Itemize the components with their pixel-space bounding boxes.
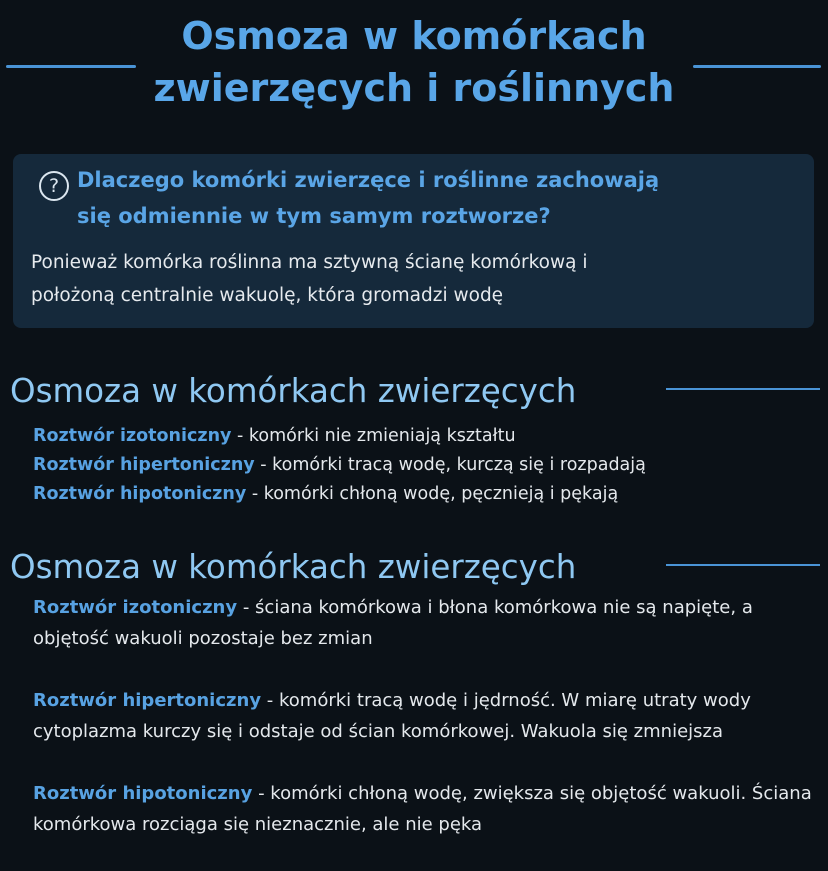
term: Roztwór hipertoniczny xyxy=(33,690,262,711)
term: Roztwór hipotoniczny xyxy=(33,484,247,504)
page-title-line-1: Osmoza w komórkach xyxy=(181,14,647,58)
title-divider-left xyxy=(6,65,136,68)
term-description: - komórki chłoną wodę, zwiększa się objętość wakuoli. Ściana komórkowa rozciąga się nieznacznie, ale nie pęka xyxy=(33,783,812,835)
question-text xyxy=(77,162,777,234)
term-description: - komórki tracą wodę i jędrność. W miarę utraty wody cytoplazma kurczy się i odstaje od ścian komórkowej. Wakuola się zmniejsza xyxy=(33,690,751,742)
list-item xyxy=(33,422,823,451)
list-item xyxy=(33,451,823,480)
term-description: - ściana komórkowa i błona komórkowa nie są napięte, a objętość wakuoli pozostaje bez zmian xyxy=(33,597,753,649)
term-description: - komórki tracą wodę, kurczą się i rozpadają xyxy=(254,455,646,475)
question-line-2: się odmiennie w tym samym roztworze? xyxy=(77,204,551,228)
title-divider-right xyxy=(693,65,821,68)
page-title xyxy=(140,10,688,114)
term: Roztwór izotoniczny xyxy=(33,597,238,618)
page-title-line-2: zwierzęcych i roślinnych xyxy=(153,66,675,110)
list-item xyxy=(33,592,823,654)
term: Roztwór izotoniczny xyxy=(33,426,232,446)
term: Roztwór hipotoniczny xyxy=(33,783,253,804)
section-animal-divider xyxy=(666,388,820,390)
list-item xyxy=(33,480,823,509)
answer-line-2: położoną centralnie wakuolę, która gromadzi wodę xyxy=(31,285,504,306)
answer-text xyxy=(31,246,801,312)
term: Roztwór hipertoniczny xyxy=(33,455,255,475)
term-description: - komórki nie zmieniają kształtu xyxy=(231,426,516,446)
list-item xyxy=(33,778,823,840)
section-animal-title: Osmoza w komórkach zwierzęcych xyxy=(10,372,577,410)
question-circle-icon: ? xyxy=(39,171,69,201)
question-line-1: Dlaczego komórki zwierzęce i roślinne zachowają xyxy=(77,168,660,192)
list-item xyxy=(33,685,823,747)
answer-line-1: Ponieważ komórka roślinna ma sztywną ścianę komórkową i xyxy=(31,252,588,273)
section-plant-divider xyxy=(666,564,820,566)
section-plant-title: Osmoza w komórkach zwierzęcych xyxy=(10,548,577,586)
section-plant-list xyxy=(33,592,823,871)
section-animal-list xyxy=(33,422,823,509)
term-description: - komórki chłoną wodę, pęcznieją i pękają xyxy=(246,484,619,504)
header xyxy=(0,6,828,116)
question-box xyxy=(13,154,814,328)
